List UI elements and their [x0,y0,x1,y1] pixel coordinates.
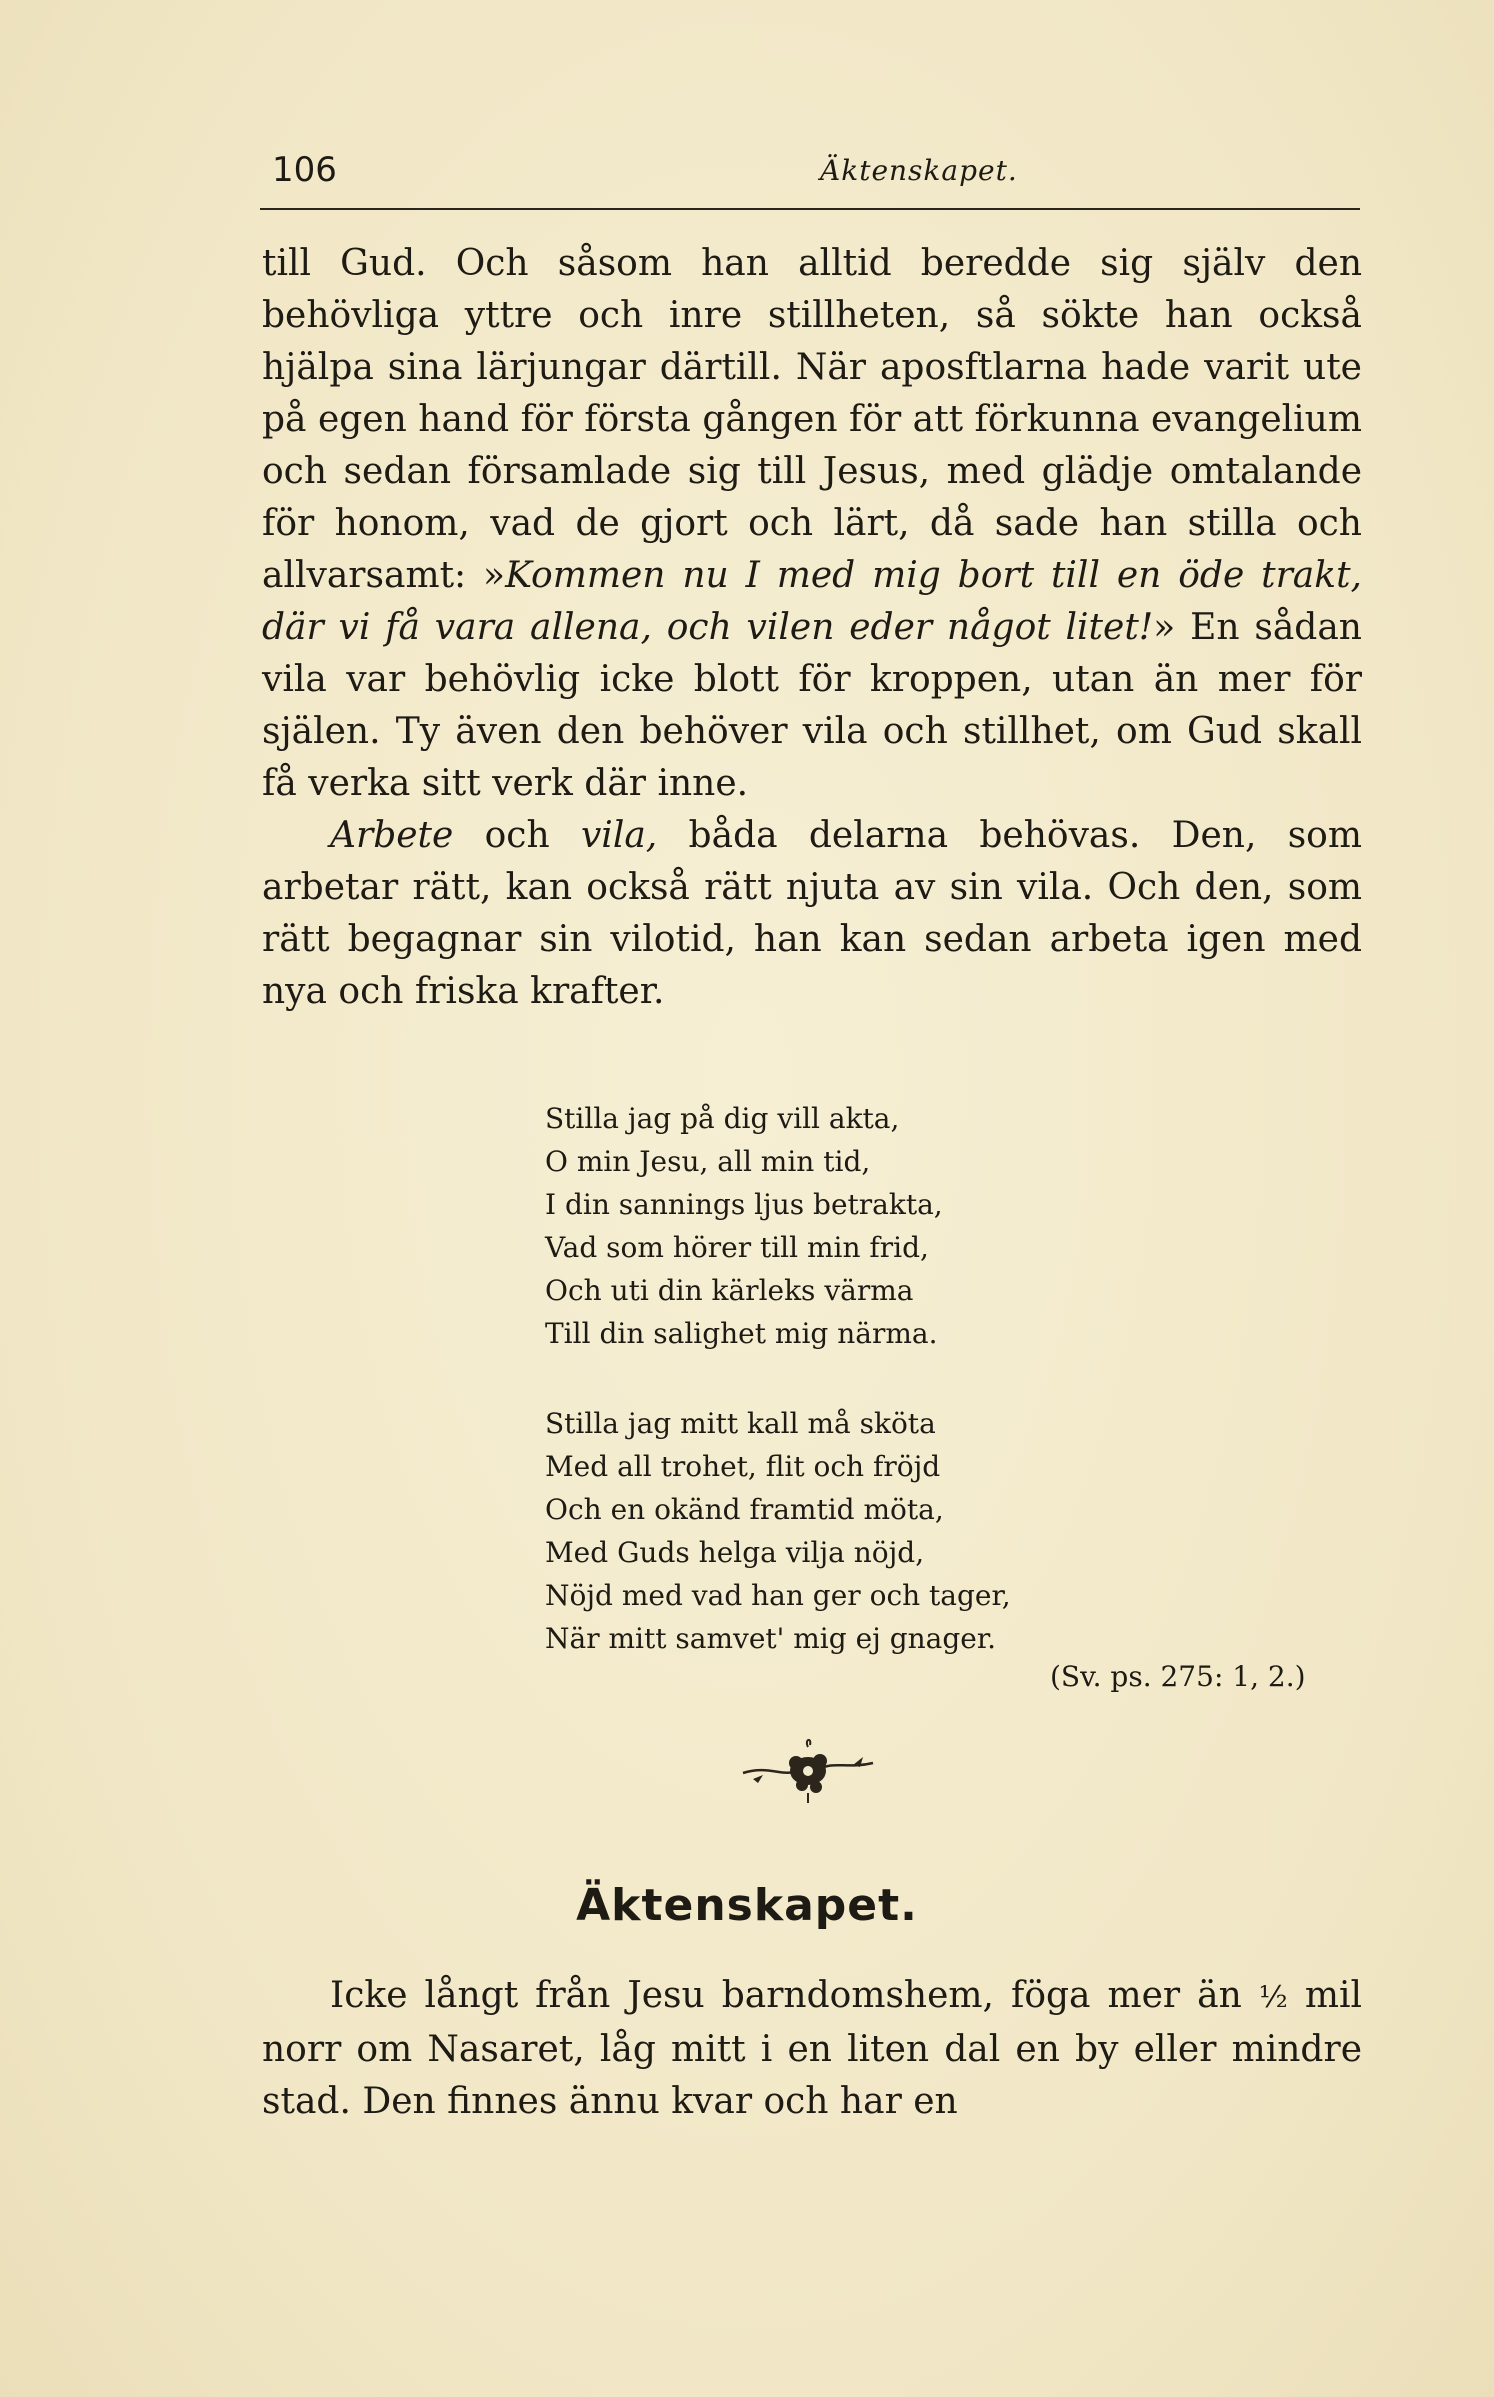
section-text-start: Icke långt från Jesu barndomshem, föga mer än [330,1975,1259,2016]
stanza-line: O min Jesu, all min tid, [545,1145,871,1178]
jesus-quote: Kommen nu I med mig bort till en öde trakt, där vi få vara allena, och vilen eder något litet! [262,555,1362,648]
stanza-line: Och en okänd framtid möta, [545,1493,944,1526]
header-rule [260,208,1360,210]
stanza-line: Vad som hörer till min frid, [545,1231,929,1264]
paragraph-2-connector: och [453,815,581,856]
hymn-source: (Sv. ps. 275: 1, 2.) [1050,1660,1306,1693]
stanza-line: Till din salighet mig närma. [545,1317,938,1350]
section-text [262,1970,1362,2128]
emphasis-arbete: Arbete [330,815,454,856]
stanza-line: Med Guds helga vilja nöjd, [545,1536,925,1569]
paragraph-1-text-end: » En sådan vila var behövlig icke blott för kroppen, utan än mer för själen. Ty även den behöver vila och stillhet, om Gud skall få verka sitt verk där inne. [262,607,1362,804]
page-number: 106 [272,150,337,190]
paragraph-1 [262,238,1362,810]
hymn-stanza-2 [545,1402,1165,1660]
paragraph-2 [262,810,1362,1018]
hymn-stanza-1 [545,1097,1165,1355]
paragraph-2-text: båda delarna behövas. Den, som arbetar rätt, kan också rätt njuta av sin vila. Och den, som rätt begagnar sin vilotid, han kan sedan arbeta igen med nya och friska krafter. [262,815,1362,1012]
fraction-half: ½ [1258,1980,1288,2015]
floral-ornament-icon [738,1735,878,1805]
stanza-line: Stilla jag på dig vill akta, [545,1102,900,1135]
emphasis-vila: vila, [580,815,658,856]
paragraph-1-text: till Gud. Och såsom han alltid beredde sig själv den behövliga yttre och inre stillheten, så sökte han också hjälpa sina lärjungar därtill. När aposftlarna hade varit ute på egen hand för första gången för att förkunna evangelium och sedan församlade sig till Jesus, med glädje omtalande för honom, vad de gjort och lärt, då sade han stilla och allvarsamt: » [262,243,1362,596]
stanza-line: I din sannings ljus betrakta, [545,1188,943,1221]
stanza-line: Och uti din kärleks värma [545,1274,914,1307]
stanza-line: Med all trohet, flit och fröjd [545,1450,941,1483]
stanza-line: Nöjd med vad han ger och tager, [545,1579,1011,1612]
running-head: Äktenskapet. [820,154,1018,187]
main-text [262,238,1362,1018]
stanza-line: Stilla jag mitt kall må sköta [545,1407,936,1440]
section-text-end: mil norr om Nasaret, låg mitt i en liten dal en by eller mindre stad. Den finnes ännu kvar och har en [262,1975,1362,2122]
page-header [260,150,1360,210]
section-title: Äktenskapet. [576,1880,918,1931]
section-paragraph [262,1970,1362,2128]
stanza-line: När mitt samvet' mig ej gnager. [545,1622,997,1655]
